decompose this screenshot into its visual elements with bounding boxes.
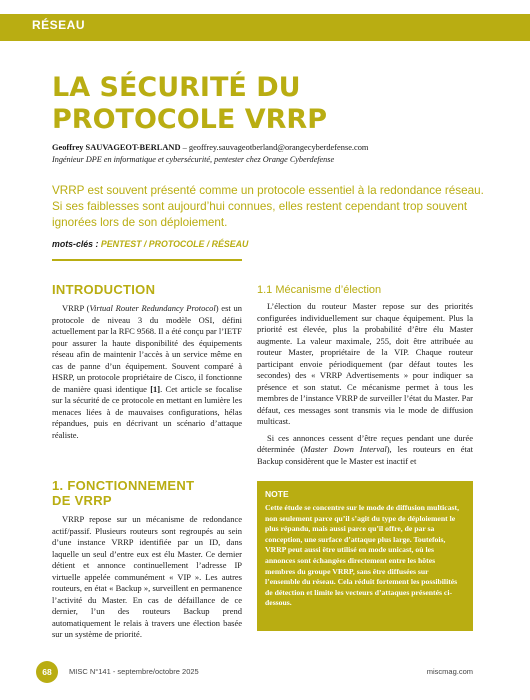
page-number: 68 [36, 661, 58, 683]
site-label: miscmag.com [426, 667, 473, 676]
column-right [257, 283, 473, 467]
intro-text-b: ) est un protocole de niveau 3 du modèle OSI, défini actuellement par la RFC 9568. Il a été conçu par l’IETF pour assurer la haute disponibilité des équipements réseau afin de maintenir l’accès à un service même en cas de panne d’un équipement. Souvent comparé à HSRP, un protocole propriétaire de Cisco, il fonctionne de manière quasi identique [52, 303, 243, 394]
note-title: NOTE [265, 489, 289, 499]
author-role: Ingénieur DPE en informatique et cybersécurité, pentester chez Orange Cyberdefense [52, 155, 335, 164]
section1-heading-line-2: DE VRRP [52, 493, 112, 508]
lede: VRRP est souvent présenté comme un protocole essentiel à la redondance réseau. Si ses faiblesses sont aujourd’hui connues, elles restent cependant trop souvent ignorées lors de son déploiement. [52, 184, 484, 229]
section1-heading-line-1: 1. FONCTIONNEMENT [52, 478, 195, 493]
section11-text-em: Master Down Interval [303, 444, 387, 454]
section11-text-a: Si ces annonces cessent d’être reçues pendant une durée déterminée ( [257, 432, 473, 454]
section11-paragraph-1: L’élection du routeur Master repose sur des priorités configurées individuellement sur chaque équipement. Plus la priorité est élevée, plus la probabilité d’être élu Master augmente. La valeur maximale, 255, doit être attribuée au routeur Master, propriétaire de la VIP. Chaque routeur participant envoie périodiquement (par défaut toutes les secondes) des « VRRP Advertisements » pour indiquer sa présence et son statut. Ce mécanisme permet à tous les membres de l’instance VRRP de surveiller l’état du Master. Par défaut, ces messages sont transmis via le mode de diffusion multicast. [257, 301, 473, 426]
keywords [52, 239, 248, 249]
section11-paragraph-2 [257, 433, 473, 468]
author-name: Geoffrey SAUVAGEOT-BERLAND [52, 143, 181, 152]
section1-paragraph: VRRP repose sur un mécanisme de redondance actif/passif. Plusieurs routeurs sont regroupés au sein d’une instance VRRP identifiée par un ID, dans laquelle un seul d’entre eux est élu Master. Ce dernier détient et annonce continuellement l’adresse IP virtuelle appelée communément « VIP ». Les autres routeurs, en état « Backup », surveillent en permanence l’activité du Master. En cas de défaillance de ce dernier, l’un des routeurs Backup prend automatiquement le relais à travers une élection basée sur un système de priorité. [52, 514, 242, 639]
reference-link[interactable]: [1] [150, 383, 161, 394]
intro-heading: INTRODUCTION [52, 282, 156, 297]
keywords-list: PENTEST / PROTOCOLE / RÉSEAU [100, 239, 249, 249]
issue-label: MISC N°141 - septembre/octobre 2025 [69, 667, 199, 676]
intro-text-a: VRRP ( [62, 303, 90, 313]
section-label: RÉSEAU [32, 18, 86, 32]
section11-text-b: ), les routeurs en état Backup considèrent que le Master est inactif et [257, 444, 473, 466]
author-email: – geoffrey.sauvageotberland@orangecyberdefense.com [180, 143, 369, 152]
author-line [52, 142, 512, 153]
intro-paragraph [52, 303, 242, 441]
intro-text-em: Virtual Router Redundancy Protocol [89, 303, 216, 313]
title-line-2: PROTOCOLE VRRP [52, 104, 327, 135]
note-body: Cette étude se concentre sur le mode de diffusion multicast, non seulement parce qu’il s’agit du type de déploiement le plus répandu, mais aussi parce qu’il offre, de par sa conception, une surface d’attaque plus large. Toutefois, VRRP peut aussi être utilisé en mode unicast, où les annonces sont échangées directement entre les hôtes membres du groupe VRRP, sans être diffusées sur l’ensemble du réseau. Cela réduit fortement les possibilités de détection et limite les vecteurs d’attaques présentés ci-dessous. [265, 503, 460, 608]
intro-text-c: . Cet article se focalise sur la sécurité de ce protocole en mettant en lumière les menaces liées à de mauvaises configurations, hélas répandues, puis en décrivant un scénario d’attaque réaliste. [52, 383, 242, 440]
keywords-label: mots-clés : [52, 239, 101, 249]
divider [52, 259, 242, 261]
note-box [257, 481, 473, 631]
section1-heading [52, 478, 242, 508]
column-left-top [52, 282, 242, 441]
column-left-bottom [52, 478, 242, 641]
article-title [52, 72, 492, 136]
section11-heading: 1.1 Mécanisme d’élection [257, 284, 382, 296]
title-line-1: LA SÉCURITÉ DU [52, 72, 301, 103]
